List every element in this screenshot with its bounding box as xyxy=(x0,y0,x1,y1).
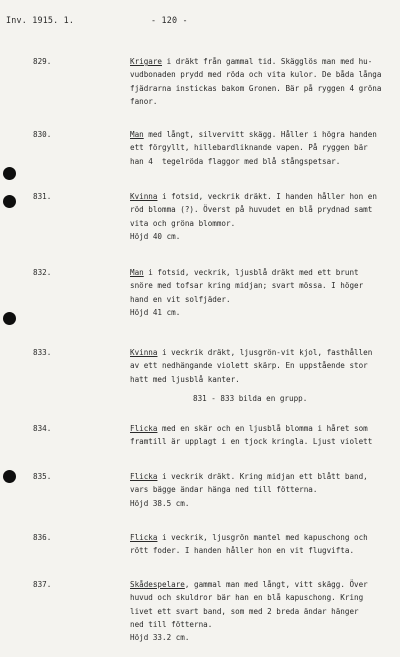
entry-line: ned till fötterna. xyxy=(130,619,213,629)
punch-hole xyxy=(3,470,16,483)
entry-text xyxy=(130,190,398,243)
entry-text xyxy=(130,422,398,449)
entry-keyword: Skådespelare xyxy=(130,580,185,589)
entry-keyword: Flicka xyxy=(130,472,158,481)
entry-line: röd blomma (?). Överst på huvudet en blå prydnad samt xyxy=(130,205,373,215)
entry-line: fjädrarna instickas bakom Gronen. Bär på ryggen 4 gröna xyxy=(130,83,382,93)
entry-line: i fotsid, veckrik dräkt. I handen håller hon en xyxy=(157,192,377,201)
entry-keyword: Man xyxy=(130,130,144,139)
entry-keyword: Flicka xyxy=(130,424,158,433)
entry-line: vars bägge ändar hänga ned till fötterna. xyxy=(130,485,318,495)
entry-number: 837. xyxy=(33,580,52,589)
entry-text xyxy=(130,266,398,319)
entry-line: ett förgyllt, hillebardliknande vapen. På ryggen bär xyxy=(130,143,368,153)
entry-line: Höjd 33.2 cm. xyxy=(130,633,190,643)
entry-line: snöre med tofsar kring midjan; svart mössa. I höger xyxy=(130,281,364,291)
entry-line: rött foder. I handen håller hon en vit flugvifta. xyxy=(130,546,355,556)
entry-line: hand en vit solfjäder. xyxy=(130,294,231,304)
entry-line: huvud och skuldror bär han en blå kapuschong. Kring xyxy=(130,593,364,603)
entry-text xyxy=(130,470,398,510)
entry-line: i veckrik dräkt, ljusgrön-vit kjol, fasthållen xyxy=(157,348,373,357)
entry-line: livet ett svart band, som med 2 breda ändar hänger xyxy=(130,606,359,616)
entry-line: , gammal man med långt, vitt skägg. Över xyxy=(184,580,368,589)
entry-line: Höjd 40 cm. xyxy=(130,231,181,241)
entry-number: 834. xyxy=(33,424,52,433)
entry-number: 832. xyxy=(33,268,52,277)
entry-line: med en skär och en ljusblå blomma i håret som xyxy=(157,424,368,433)
punch-hole xyxy=(3,167,16,180)
entry-text xyxy=(130,55,398,108)
punch-hole xyxy=(3,195,16,208)
entry-number: 830. xyxy=(33,130,52,139)
entry-line: med långt, silvervitt skägg. Håller i högra handen xyxy=(143,130,377,139)
entry-line: i veckrik, ljusgrön mantel med kapuschong och xyxy=(157,533,368,542)
entry-text xyxy=(130,531,398,558)
entry-line: i fotsid, veckrik, ljusblå dräkt med ett brunt xyxy=(143,268,359,277)
entry-line: av ett nedhängande violett skärp. En uppstående stor xyxy=(130,361,368,371)
entry-number: 833. xyxy=(33,348,52,357)
entry-line: vudbonaden prydd med röda och vita kulor. De båda långa xyxy=(130,70,382,80)
entry-line: Höjd 41 cm. xyxy=(130,307,181,317)
group-note: 831 - 833 bilda en grupp. xyxy=(193,394,308,403)
entry-number: 829. xyxy=(33,57,52,66)
entry-line: vita och gröna blommor. xyxy=(130,218,236,228)
entry-number: 831. xyxy=(33,192,52,201)
entry-text xyxy=(130,128,398,168)
entry-keyword: Man xyxy=(130,268,144,277)
entry-text xyxy=(130,346,398,386)
entry-line: framtill är upplagt i en tjock kringla. Ljust violett xyxy=(130,437,373,447)
entry-keyword: Kvinna xyxy=(130,192,158,201)
entry-line: han 4 tegelröda flaggor med blå stångspetsar. xyxy=(130,156,341,166)
entry-keyword: Kvinna xyxy=(130,348,158,357)
entry-keyword: Krigare xyxy=(130,57,163,66)
entry-line: hatt med ljusblå kanter. xyxy=(130,374,240,384)
entry-line: fanor. xyxy=(130,96,158,106)
entry-number: 835. xyxy=(33,472,52,481)
entry-keyword: Flicka xyxy=(130,533,158,542)
entry-line: i veckrik dräkt. Kring midjan ett blått band, xyxy=(157,472,368,481)
page-header xyxy=(6,15,188,25)
page-number: - 120 - xyxy=(151,15,188,25)
entry-line: i dräkt från gammal tid. Skägglös man med hu- xyxy=(162,57,373,66)
punch-hole xyxy=(3,312,16,325)
inventory-label: Inv. 1915. 1. xyxy=(6,15,75,25)
entry-text xyxy=(130,578,398,644)
entry-line: Höjd 38.5 cm. xyxy=(130,498,190,508)
entry-number: 836. xyxy=(33,533,52,542)
